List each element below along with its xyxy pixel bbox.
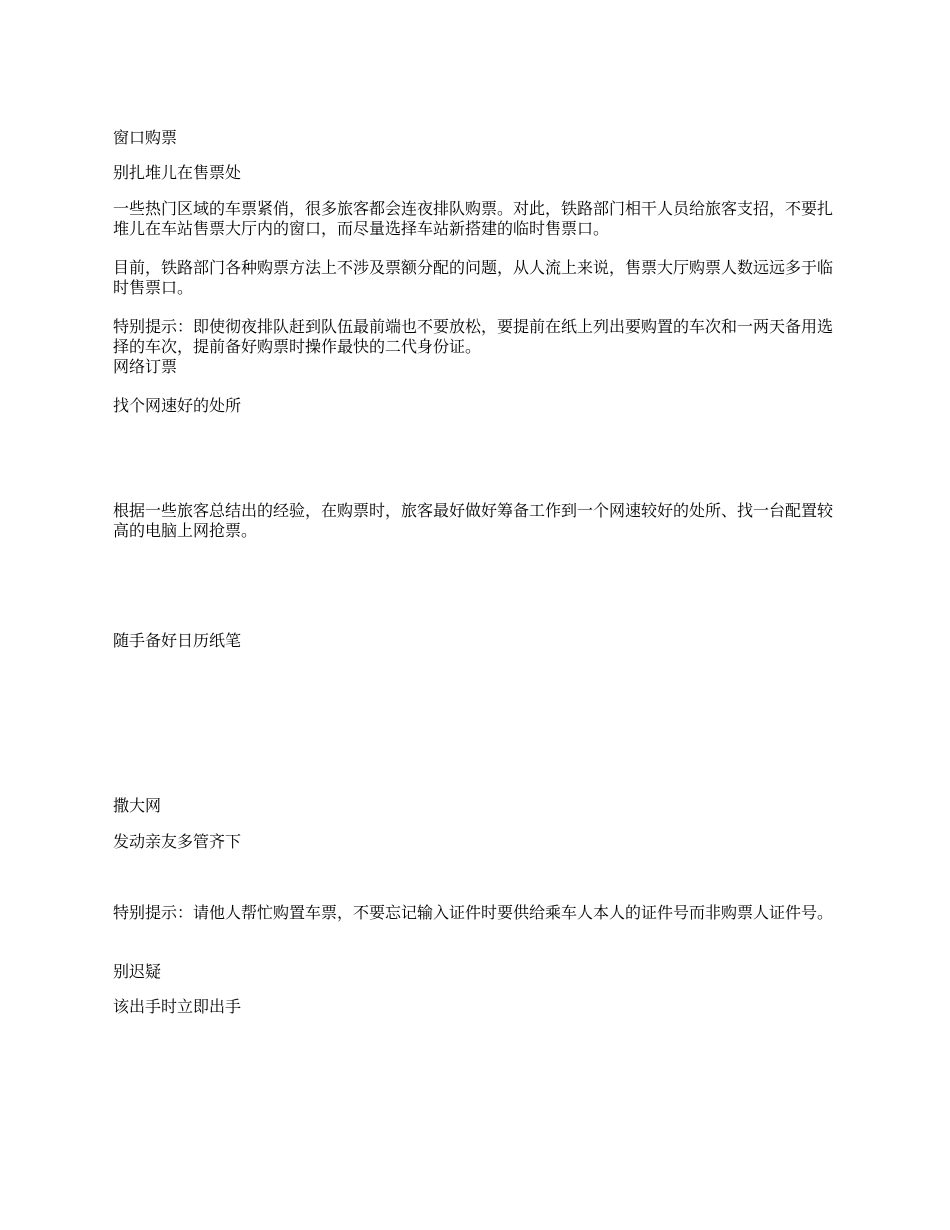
section-subheading-act-immediately: 该出手时立即出手: [113, 997, 242, 1016]
section-subheading-mobilize-friends: 发动亲友多管齐下: [113, 832, 242, 851]
section-heading-online-booking: 网络订票: [113, 357, 178, 376]
paragraph-network-experience: 根据一些旅客总结出的经验，在购票时，旅客最好做好筹备工作到一个网速较好的处所、找一台配置较高的电脑上网抢票。: [113, 501, 834, 540]
paragraph-hot-tickets: 一些热门区域的车票紧俏，很多旅客都会连夜排队购票。对此，铁路部门相干人员给旅客支招，不要扎堆儿在车站售票大厅内的窗口，而尽量选择车站新搭建的临时售票口。: [113, 199, 834, 238]
section-subheading-avoid-crowds: 别扎堆儿在售票处: [113, 163, 242, 182]
paragraph-ticket-distribution: 目前，铁路部门各种购票方法上不涉及票额分配的问题，从人流上来说，售票大厅购票人数远远多于临时售票口。: [113, 258, 834, 297]
section-subheading-calendar-pen: 随手备好日历纸笔: [113, 631, 242, 650]
paragraph-special-tip-queue: 特别提示：即使彻夜排队赶到队伍最前端也不要放松，要提前在纸上列出要购置的车次和一两天备用选择的车次，提前备好购票时操作最快的二代身份证。: [113, 317, 834, 356]
section-heading-window-booking: 窗口购票: [113, 128, 178, 147]
paragraph-special-tip-id: 特别提示：请他人帮忙购置车票，不要忘记输入证件时要供给乘车人本人的证件号而非购票人证件号。: [113, 903, 834, 922]
section-heading-no-hesitation: 别迟疑: [113, 962, 162, 981]
section-subheading-fast-network: 找个网速好的处所: [113, 396, 242, 415]
section-heading-cast-wide-net: 撒大网: [113, 796, 162, 815]
